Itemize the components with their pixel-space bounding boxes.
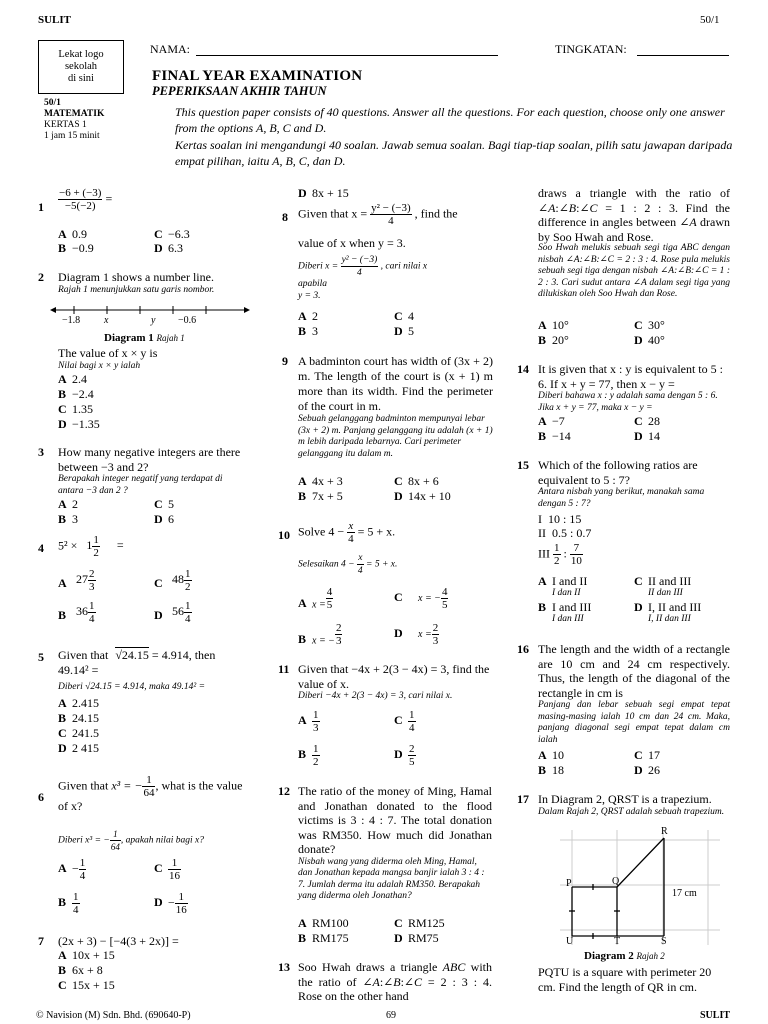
q3-text: How many negative integers are there between −3 and 2? bbox=[58, 445, 241, 474]
question-number: 10 bbox=[278, 528, 290, 542]
option-b[interactable]: B 7x + 5 bbox=[298, 489, 343, 503]
option-c[interactable]: C 30° bbox=[634, 318, 665, 332]
logo-line: Lekat logo bbox=[58, 49, 104, 60]
instructions-en: This question paper consists of 40 questions. Answer all the questions. For each question, choose only one answer from the options A, B, C and D. bbox=[175, 105, 725, 135]
option-a[interactable]: A I and II I dan II bbox=[538, 574, 588, 598]
q11-text-ms: Diberi −4x + 2(3 − 4x) = 3, cari nilai x. bbox=[298, 691, 453, 701]
q1-equals: = bbox=[105, 191, 113, 206]
q11-options bbox=[298, 704, 490, 772]
q16-text: The length and the width of a rectangle are 10 cm and 24 cm respectively. Thus, the length of the diagonal of the rectangle in cm is bbox=[538, 642, 730, 700]
q14-options bbox=[538, 414, 730, 444]
option-d[interactable]: D 26 bbox=[634, 763, 660, 777]
q15-text-ms: Antara nisbah yang berikut, manakah sama dengan 5 : 7? bbox=[538, 487, 705, 509]
option-a[interactable]: A 2 bbox=[58, 497, 78, 511]
paper-code: 50/1 bbox=[44, 98, 61, 108]
q2-question-ms: Nilai bagi x × y ialah bbox=[58, 360, 141, 371]
q7-text: (2x + 3) − [−4(3 + 2x)] = bbox=[58, 934, 179, 948]
option-d[interactable]: D x = $\frac{2}{3}$ bbox=[394, 621, 439, 647]
option-a[interactable]: A 2.4 bbox=[58, 372, 87, 386]
logo-placeholder bbox=[38, 40, 124, 94]
q7-options bbox=[58, 948, 115, 993]
option-c[interactable]: C 15x + 15 bbox=[58, 978, 115, 992]
option-c[interactable]: C 5 bbox=[154, 497, 174, 511]
q14-text-ms: Diberi bahawa x : y adalah sama dengan 5 : 6. Jika x + y = 77, maka x − y = bbox=[538, 391, 718, 413]
q12-text: The ratio of the money of Ming, Hamal and Jonathan donated to the flood victims is 3 : 4 : 7. The total donation was RM350. How much did Jonathan donate? bbox=[298, 784, 492, 856]
q1-numerator: −6 + (−3) bbox=[59, 187, 102, 199]
option-c[interactable]: C II and III II dan III bbox=[634, 574, 692, 598]
question-number: 17 bbox=[517, 792, 529, 806]
instructions-ms: Kertas soalan ini mengandungi 40 soalan. Jawab semua soalan. Bagi tiap-tiap soalan, pilih satu jawapan daripada empat pilihan, iaitu A, B, C, dan D. bbox=[175, 138, 733, 168]
name-label: NAMA: bbox=[150, 42, 191, 56]
tick-label: −0.6 bbox=[178, 315, 197, 326]
option-d[interactable]: D − $\frac{1}{16}$ bbox=[154, 890, 187, 916]
option-d[interactable]: D 14x + 10 bbox=[394, 489, 451, 503]
option-a[interactable]: A 27 $\frac{2}{3}$ bbox=[58, 567, 95, 593]
question-number: 3 bbox=[38, 445, 44, 459]
question-number: 16 bbox=[517, 642, 529, 656]
q2-text-ms: Rajah 1 menunjukkan satu garis nombor. bbox=[58, 284, 215, 295]
option-c[interactable]: C x = − $\frac{4}{5}$ bbox=[394, 585, 448, 611]
vertex-label: T bbox=[614, 936, 621, 947]
option-a[interactable]: A − $\frac{1}{4}$ bbox=[58, 856, 86, 882]
option-c[interactable]: C 1.35 bbox=[58, 402, 93, 416]
statement-iii: III $\frac{1}{2}$ : $\frac{7}{10}$ bbox=[538, 542, 582, 567]
statement-i: I 10 : 15 bbox=[538, 512, 582, 526]
q10-text-ms: Selesaikan 4 − $\frac{x}{4}$ = 5 + x. bbox=[298, 553, 398, 576]
q17-block bbox=[538, 792, 730, 818]
option-b[interactable]: B I and III I dan III bbox=[538, 599, 592, 624]
q1-expression bbox=[58, 187, 112, 212]
q4-expression: 5² × 1 $\frac{1}{2}$ = bbox=[58, 534, 124, 559]
option-c[interactable]: C RM125 bbox=[394, 916, 445, 930]
q9-options bbox=[298, 474, 490, 504]
paper-number: KERTAS 1 bbox=[44, 120, 87, 130]
question-number: 11 bbox=[278, 662, 290, 676]
option-a[interactable]: A −7 bbox=[538, 414, 565, 428]
option-d[interactable]: D 2 415 bbox=[58, 741, 99, 755]
option-b[interactable]: B −2.4 bbox=[58, 387, 94, 401]
form-field[interactable] bbox=[637, 55, 729, 56]
option-d[interactable]: D 5 bbox=[394, 324, 414, 338]
option-b[interactable]: B 20° bbox=[538, 333, 569, 347]
option-b[interactable]: B −0.9 bbox=[58, 241, 94, 255]
tick-label: −1.8 bbox=[62, 315, 81, 326]
question-number: 14 bbox=[517, 362, 529, 376]
question-number: 4 bbox=[38, 541, 44, 555]
option-d[interactable]: D 14 bbox=[634, 429, 660, 443]
exam-title: FINAL YEAR EXAMINATION bbox=[152, 68, 363, 84]
q3-options bbox=[58, 497, 250, 527]
option-d[interactable]: D 6 bbox=[154, 512, 174, 526]
q11-block bbox=[298, 662, 494, 703]
option-d[interactable]: D I, II and III I, II dan III bbox=[634, 599, 702, 624]
q15-text: Which of the following ratios are equivalent to 5 : 7? bbox=[538, 458, 698, 487]
question-number: 5 bbox=[38, 650, 44, 664]
option-c[interactable]: C 17 bbox=[634, 748, 660, 762]
option-c[interactable]: C 48 $\frac{1}{2}$ bbox=[154, 567, 191, 593]
vertex-label: R bbox=[661, 826, 668, 837]
q2-options bbox=[58, 372, 100, 432]
q10-options bbox=[298, 580, 490, 652]
option-a[interactable]: A 2.415 bbox=[58, 696, 99, 710]
q4-mixed-whole: 1 bbox=[86, 538, 93, 553]
q3-block bbox=[58, 445, 250, 497]
option-b[interactable]: B 36 $\frac{1}{4}$ bbox=[58, 599, 95, 625]
option-b[interactable]: B RM175 bbox=[298, 931, 349, 945]
q12-text-ms: Nisbah wang yang diderma oleh Ming, Hamal, dan Jonathan kepada mangsa banjir ialah 3 : 4 : 7. Jumlah derma itu adalah RM350. Berapakah yang diderma oleh Jonathan? bbox=[298, 856, 485, 901]
q8-text: Given that x = $\frac{\text{y² − (−3)}}{4}$ , find the bbox=[298, 202, 458, 227]
logo-line: sekolah bbox=[64, 61, 98, 72]
vertex-label: S bbox=[661, 936, 667, 947]
option-d[interactable]: D 56 $\frac{1}{4}$ bbox=[154, 599, 191, 625]
option-d[interactable]: D 6.3 bbox=[154, 241, 183, 255]
q2-text: Diagram 1 shows a number line. bbox=[58, 270, 214, 284]
option-b[interactable]: B 3 bbox=[298, 324, 318, 338]
name-field[interactable] bbox=[196, 55, 498, 56]
q3-text-ms: Berapakah integer negatif yang terdapat di antara −3 dan 2 ? bbox=[58, 474, 223, 496]
option-b[interactable]: B −14 bbox=[538, 429, 571, 443]
q1-denominator: −5(−2) bbox=[64, 200, 96, 212]
vertex-label: Q bbox=[612, 876, 620, 887]
option-a[interactable]: A 10 bbox=[538, 748, 564, 762]
diagram-caption: Diagram 1 Rajah 1 bbox=[104, 332, 185, 344]
vertex-label: U bbox=[566, 936, 574, 947]
question-number: 7 bbox=[38, 934, 44, 948]
option-b[interactable]: B 18 bbox=[538, 763, 564, 777]
q8-options bbox=[298, 309, 490, 339]
footer-sulit: SULIT bbox=[700, 1010, 731, 1021]
option-c[interactable]: C 28 bbox=[634, 414, 660, 428]
q15-block bbox=[538, 458, 730, 510]
option-c[interactable]: C 8x + 6 bbox=[394, 474, 439, 488]
question-number: 9 bbox=[282, 354, 288, 368]
header-code: 50/1 bbox=[700, 14, 720, 26]
exam-subtitle: PEPERIKSAAN AKHIR TAHUN bbox=[152, 84, 327, 98]
q9-block bbox=[298, 354, 493, 460]
header-sulit: SULIT bbox=[38, 14, 72, 26]
option-b[interactable]: B $\frac{1}{4}$ bbox=[58, 890, 79, 916]
option-d[interactable]: D 8x + 15 bbox=[298, 186, 349, 200]
q12-block bbox=[298, 784, 492, 903]
paper-time: 1 jam 15 minit bbox=[44, 131, 100, 141]
q14-block bbox=[538, 362, 730, 414]
q8-text-ms: Diberi x = $\frac{\text{y² − (−3)}}{4}$ , cari nilai x apabila y = 3. bbox=[298, 255, 428, 301]
option-a[interactable]: A $\frac{1}{3}$ bbox=[298, 708, 319, 734]
q15-statements bbox=[538, 512, 591, 567]
q16-options bbox=[538, 748, 730, 778]
option-d[interactable]: D $\frac{2}{5}$ bbox=[394, 742, 415, 768]
option-c[interactable]: C 4 bbox=[394, 309, 414, 323]
vertex-label: P bbox=[566, 878, 572, 889]
question-number: 8 bbox=[282, 210, 288, 224]
option-b[interactable]: B 6x + 8 bbox=[58, 963, 103, 977]
q13-text-ms: Soo Hwah melukis sebuah segi tiga ABC dengan nisbah ∠A:∠B:∠C = 2 : 3 : 4. Rose pula melukis sebuah segi tiga dengan nisbah ∠A:∠B:∠C = 1 : 2 : 3. Cari sudut antara ∠A dalam segi tiga yang dilukiskan oleh Soo Hwah dan Rose. bbox=[538, 243, 730, 299]
q13-text-start: Soo Hwah draws a triangle ABC with the ratio of ∠A:∠B:∠C = 2 : 3 : 4. Rose on the other hand bbox=[298, 960, 493, 1003]
q17-text-2: PQTU is a square with perimeter 20 cm. Find the length of QR in cm. bbox=[538, 965, 712, 994]
form-label: TINGKATAN: bbox=[555, 42, 627, 56]
tick-label: y bbox=[151, 315, 156, 326]
option-d[interactable]: D RM75 bbox=[394, 931, 439, 945]
option-a[interactable]: A 10x + 15 bbox=[58, 948, 115, 962]
q13-text-cont: draws a triangle with the ratio of ∠A:∠B:∠C = 1 : 2 : 3. Find the difference in angles between ∠A drawn by Soo Hwah and Rose. bbox=[538, 186, 730, 244]
q5-text: Given that √24.15 = 4.914, then 49.14² = bbox=[58, 648, 216, 677]
q6-options bbox=[58, 852, 250, 920]
q8-text-2: value of x when y = 3. bbox=[298, 236, 406, 250]
question-number: 13 bbox=[278, 960, 290, 974]
tick-label: x bbox=[104, 315, 109, 326]
option-b[interactable]: B 3 bbox=[58, 512, 78, 526]
logo-line: di sini bbox=[68, 73, 94, 84]
q2-question-text: The value of x × y is bbox=[58, 346, 158, 360]
q5-text-ms: Diberi √24.15 = 4.914, maka 49.14² = bbox=[58, 682, 206, 692]
q16-text-ms: Panjang dan lebar sebuah segi empat tepat masing-masing ialah 10 cm dan 24 cm. Maka, panjang diagonal segi empat tepat dalam cm ialah bbox=[538, 700, 730, 745]
q1-options bbox=[58, 227, 250, 255]
q13-options bbox=[538, 318, 730, 348]
option-a[interactable]: A 10° bbox=[538, 318, 569, 332]
diagram-caption: Diagram 2 Rajah 2 bbox=[584, 950, 665, 962]
q4-options bbox=[58, 568, 250, 632]
option-a[interactable]: A 0.9 bbox=[58, 227, 87, 241]
q16-block bbox=[538, 642, 730, 746]
option-a[interactable]: A 4x + 3 bbox=[298, 474, 343, 488]
question-number: 2 bbox=[38, 270, 44, 284]
option-a[interactable]: A 2 bbox=[298, 309, 318, 323]
option-b[interactable]: B $\frac{1}{2}$ bbox=[298, 742, 319, 768]
option-d[interactable]: D −1.35 bbox=[58, 417, 100, 431]
question-number: 12 bbox=[278, 784, 290, 798]
footer-copyright: © Navision (M) Sdn. Bhd. (690640-P) bbox=[36, 1010, 191, 1021]
q9-text-ms: Sebuah gelanggang badminton mempunyai lebar (3x + 2) m. Panjang gelanggang itu adalah (x + 1) m lebih daripada lebarnya. Cari perimeter gelanggang itu dalam m. bbox=[298, 414, 493, 459]
question-number: 6 bbox=[38, 790, 44, 804]
q6-text: Given that x³ = − $\frac{1}{64}$ , what is the value of x? bbox=[58, 774, 243, 813]
q9-text: A badminton court has width of (3x + 2) m. The length of the court is (x + 1) m more than its width. Find the perimeter of the court in m. bbox=[298, 354, 493, 413]
option-c[interactable]: C −6.3 bbox=[154, 227, 190, 241]
footer-page-number: 69 bbox=[386, 1010, 396, 1021]
q17-text-ms: Dalam Rajah 2, QRST adalah sebuah trapezium. bbox=[538, 806, 725, 817]
option-a[interactable]: A x = $\frac{4}{5}$ bbox=[298, 585, 333, 611]
option-d[interactable]: D 40° bbox=[634, 333, 665, 347]
question-number: 1 bbox=[38, 200, 44, 214]
q15-options bbox=[538, 574, 730, 625]
q11-text: Given that −4x + 2(3 − 4x) = 3, find the value of x. bbox=[298, 662, 490, 691]
statement-ii: II 0.5 : 0.7 bbox=[538, 526, 592, 540]
option-c[interactable]: C 241.5 bbox=[58, 726, 99, 740]
side-length-label: 17 cm bbox=[672, 888, 697, 899]
question-number: 15 bbox=[517, 458, 529, 472]
paper-subject: MATEMATIK bbox=[44, 109, 105, 119]
option-b[interactable]: B 24.15 bbox=[58, 711, 99, 725]
q17-text: In Diagram 2, QRST is a trapezium. bbox=[538, 792, 712, 806]
q6-text-ms: Diberi x³ = − $\frac{1}{64}$ , apakah nilai bagi x? bbox=[58, 829, 204, 852]
q10-text: Solve 4 − $\frac{x}{4}$ = 5 + x. bbox=[298, 520, 396, 545]
paper-info bbox=[44, 98, 104, 142]
q14-text: It is given that x : y is equivalent to 5 : 6. If x + y = 77, then x − y = bbox=[538, 362, 723, 391]
q2-question bbox=[58, 346, 157, 372]
option-b[interactable]: B x = − $\frac{2}{3}$ bbox=[298, 621, 342, 647]
option-c[interactable]: C $\frac{1}{4}$ bbox=[394, 708, 415, 734]
q12-options bbox=[298, 916, 490, 946]
option-c[interactable]: C $\frac{1}{16}$ bbox=[154, 856, 180, 882]
option-a[interactable]: A RM100 bbox=[298, 916, 349, 930]
q5-options bbox=[58, 696, 99, 756]
q2-block bbox=[58, 270, 258, 296]
